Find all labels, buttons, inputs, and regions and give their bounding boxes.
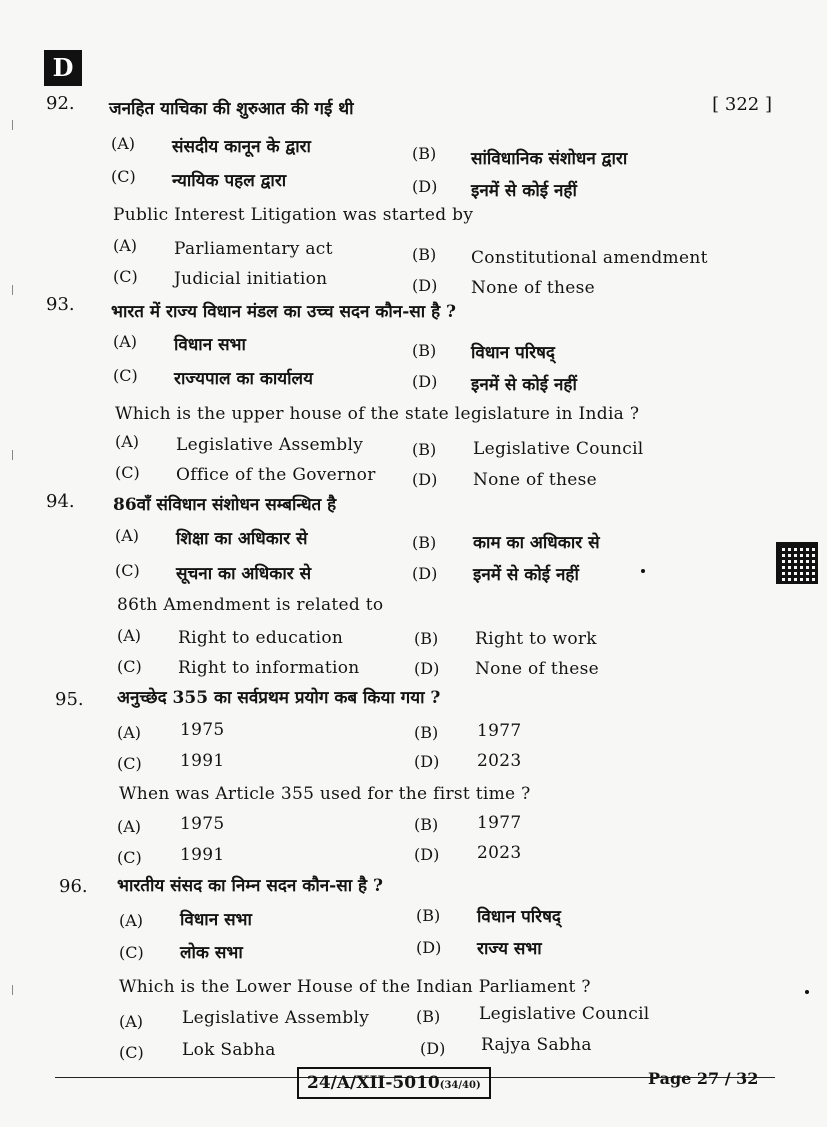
option-label: (A) <box>117 626 142 645</box>
option-label: (B) <box>412 144 437 163</box>
speck-dot <box>805 990 809 994</box>
option-text: 1991 <box>180 751 225 771</box>
margin-mark <box>12 985 13 995</box>
option-text: शिक्षा का अधिकार से <box>176 529 308 549</box>
option-text: Right to information <box>178 658 360 678</box>
option-label: (D) <box>416 938 442 957</box>
question-hindi: भारत में राज्य विधान मंडल का उच्च सदन कौन-सा है ? <box>111 302 456 322</box>
set-badge: D <box>44 50 82 86</box>
option-label: (B) <box>412 341 437 360</box>
option-text: न्यायिक पहल द्वारा <box>172 171 287 191</box>
option-text: None of these <box>475 659 599 679</box>
option-label: (D) <box>414 752 440 771</box>
option-label: (B) <box>416 1007 441 1026</box>
question-hindi: अनुच्छेद 355 का सर्वप्रथम प्रयोग कब किया गया ? <box>117 688 441 708</box>
option-text: इनमें से कोई नहीं <box>471 181 577 201</box>
option-label: (D) <box>412 372 438 391</box>
option-text: विधान सभा <box>180 910 252 930</box>
option-label: (C) <box>119 1043 144 1062</box>
option-label: (C) <box>113 267 138 286</box>
option-text: Rajya Sabha <box>481 1035 592 1055</box>
option-text: इनमें से कोई नहीं <box>473 565 579 585</box>
question-english: 86th Amendment is related to <box>117 595 384 615</box>
option-label: (A) <box>119 911 144 930</box>
option-label: (C) <box>119 943 144 962</box>
question-number: 92. <box>46 93 75 114</box>
option-text: राज्य सभा <box>477 939 542 959</box>
speck-dot <box>641 569 645 573</box>
option-label: (D) <box>412 470 438 489</box>
margin-mark <box>12 120 13 130</box>
paper-code: 24/A/XII-5010 <box>307 1073 440 1093</box>
option-text: Legislative Council <box>479 1004 650 1024</box>
option-label: (C) <box>115 561 140 580</box>
option-label: (C) <box>117 657 142 676</box>
paper-code-suffix: (34/40) <box>439 1080 481 1091</box>
option-text: Legislative Assembly <box>176 435 364 455</box>
option-text: Office of the Governor <box>176 465 376 485</box>
option-label: (A) <box>115 432 140 451</box>
option-text: None of these <box>471 278 595 298</box>
margin-mark <box>12 450 13 460</box>
option-text: Parliamentary act <box>174 239 333 259</box>
option-label: (A) <box>117 817 142 836</box>
question-english: Which is the Lower House of the Indian Parliament ? <box>119 977 591 997</box>
option-text: 1991 <box>180 845 225 865</box>
option-label: (C) <box>117 754 142 773</box>
option-text: सूचना का अधिकार से <box>176 564 312 584</box>
margin-mark <box>12 285 13 295</box>
option-label: (D) <box>412 564 438 583</box>
option-text: 2023 <box>477 751 522 771</box>
option-text: सांविधानिक संशोधन द्वारा <box>471 149 628 169</box>
paper-code-box <box>297 1067 491 1099</box>
option-text: राज्यपाल का कार्यालय <box>174 369 313 389</box>
option-label: (D) <box>412 276 438 295</box>
option-text: Legislative Council <box>473 439 644 459</box>
option-label: (A) <box>111 134 136 153</box>
option-text: विधान परिषद् <box>477 907 561 927</box>
question-english: Which is the upper house of the state legislature in India ? <box>115 404 640 424</box>
question-hindi: भारतीय संसद का निम्न सदन कौन-सा है ? <box>117 876 383 896</box>
question-number: 96. <box>59 876 88 897</box>
option-label: (D) <box>414 659 440 678</box>
option-text: Lok Sabha <box>182 1040 276 1060</box>
option-label: (C) <box>115 463 140 482</box>
option-text: 1977 <box>477 721 522 741</box>
option-label: (A) <box>117 723 142 742</box>
option-label: (A) <box>119 1012 144 1031</box>
question-hindi: 86वाँ संविधान संशोधन सम्बन्धित है <box>113 495 337 515</box>
option-text: Right to education <box>178 628 344 648</box>
option-label: (B) <box>414 723 439 742</box>
page-number: Page 27 / 32 <box>648 1069 759 1088</box>
question-number: 93. <box>46 294 75 315</box>
option-label: (A) <box>113 332 138 351</box>
option-label: (C) <box>117 848 142 867</box>
option-text: इनमें से कोई नहीं <box>471 375 577 395</box>
option-label: (A) <box>113 236 138 255</box>
option-label: (B) <box>412 440 437 459</box>
marks-label: [ 322 ] <box>712 94 772 115</box>
option-text: None of these <box>473 470 597 490</box>
question-number: 95. <box>55 689 84 710</box>
option-text: लोक सभा <box>180 943 243 963</box>
option-text: विधान परिषद् <box>471 343 555 363</box>
question-english: When was Article 355 used for the first time ? <box>119 784 531 804</box>
option-text: काम का अधिकार से <box>473 533 600 553</box>
option-label: (B) <box>414 629 439 648</box>
option-text: Judicial initiation <box>174 269 328 289</box>
option-text: संसदीय कानून के द्वारा <box>172 137 311 157</box>
option-text: 2023 <box>477 843 522 863</box>
option-label: (D) <box>420 1039 446 1058</box>
option-text: 1975 <box>180 814 225 834</box>
option-label: (D) <box>414 845 440 864</box>
question-english: Public Interest Litigation was started by <box>113 205 474 225</box>
option-label: (B) <box>412 245 437 264</box>
option-label: (C) <box>113 366 138 385</box>
option-label: (B) <box>414 815 439 834</box>
question-number: 94. <box>46 491 75 512</box>
option-text: 1977 <box>477 813 522 833</box>
option-label: (B) <box>416 906 441 925</box>
option-text: 1975 <box>180 720 225 740</box>
option-label: (C) <box>111 167 136 186</box>
qr-code <box>776 542 818 584</box>
question-hindi: जनहित याचिका की शुरुआत की गई थी <box>109 99 354 119</box>
option-label: (B) <box>412 533 437 552</box>
option-text: Constitutional amendment <box>471 248 708 268</box>
option-label: (A) <box>115 526 140 545</box>
option-text: विधान सभा <box>174 335 246 355</box>
option-label: (D) <box>412 177 438 196</box>
option-text: Legislative Assembly <box>182 1008 370 1028</box>
option-text: Right to work <box>475 629 597 649</box>
